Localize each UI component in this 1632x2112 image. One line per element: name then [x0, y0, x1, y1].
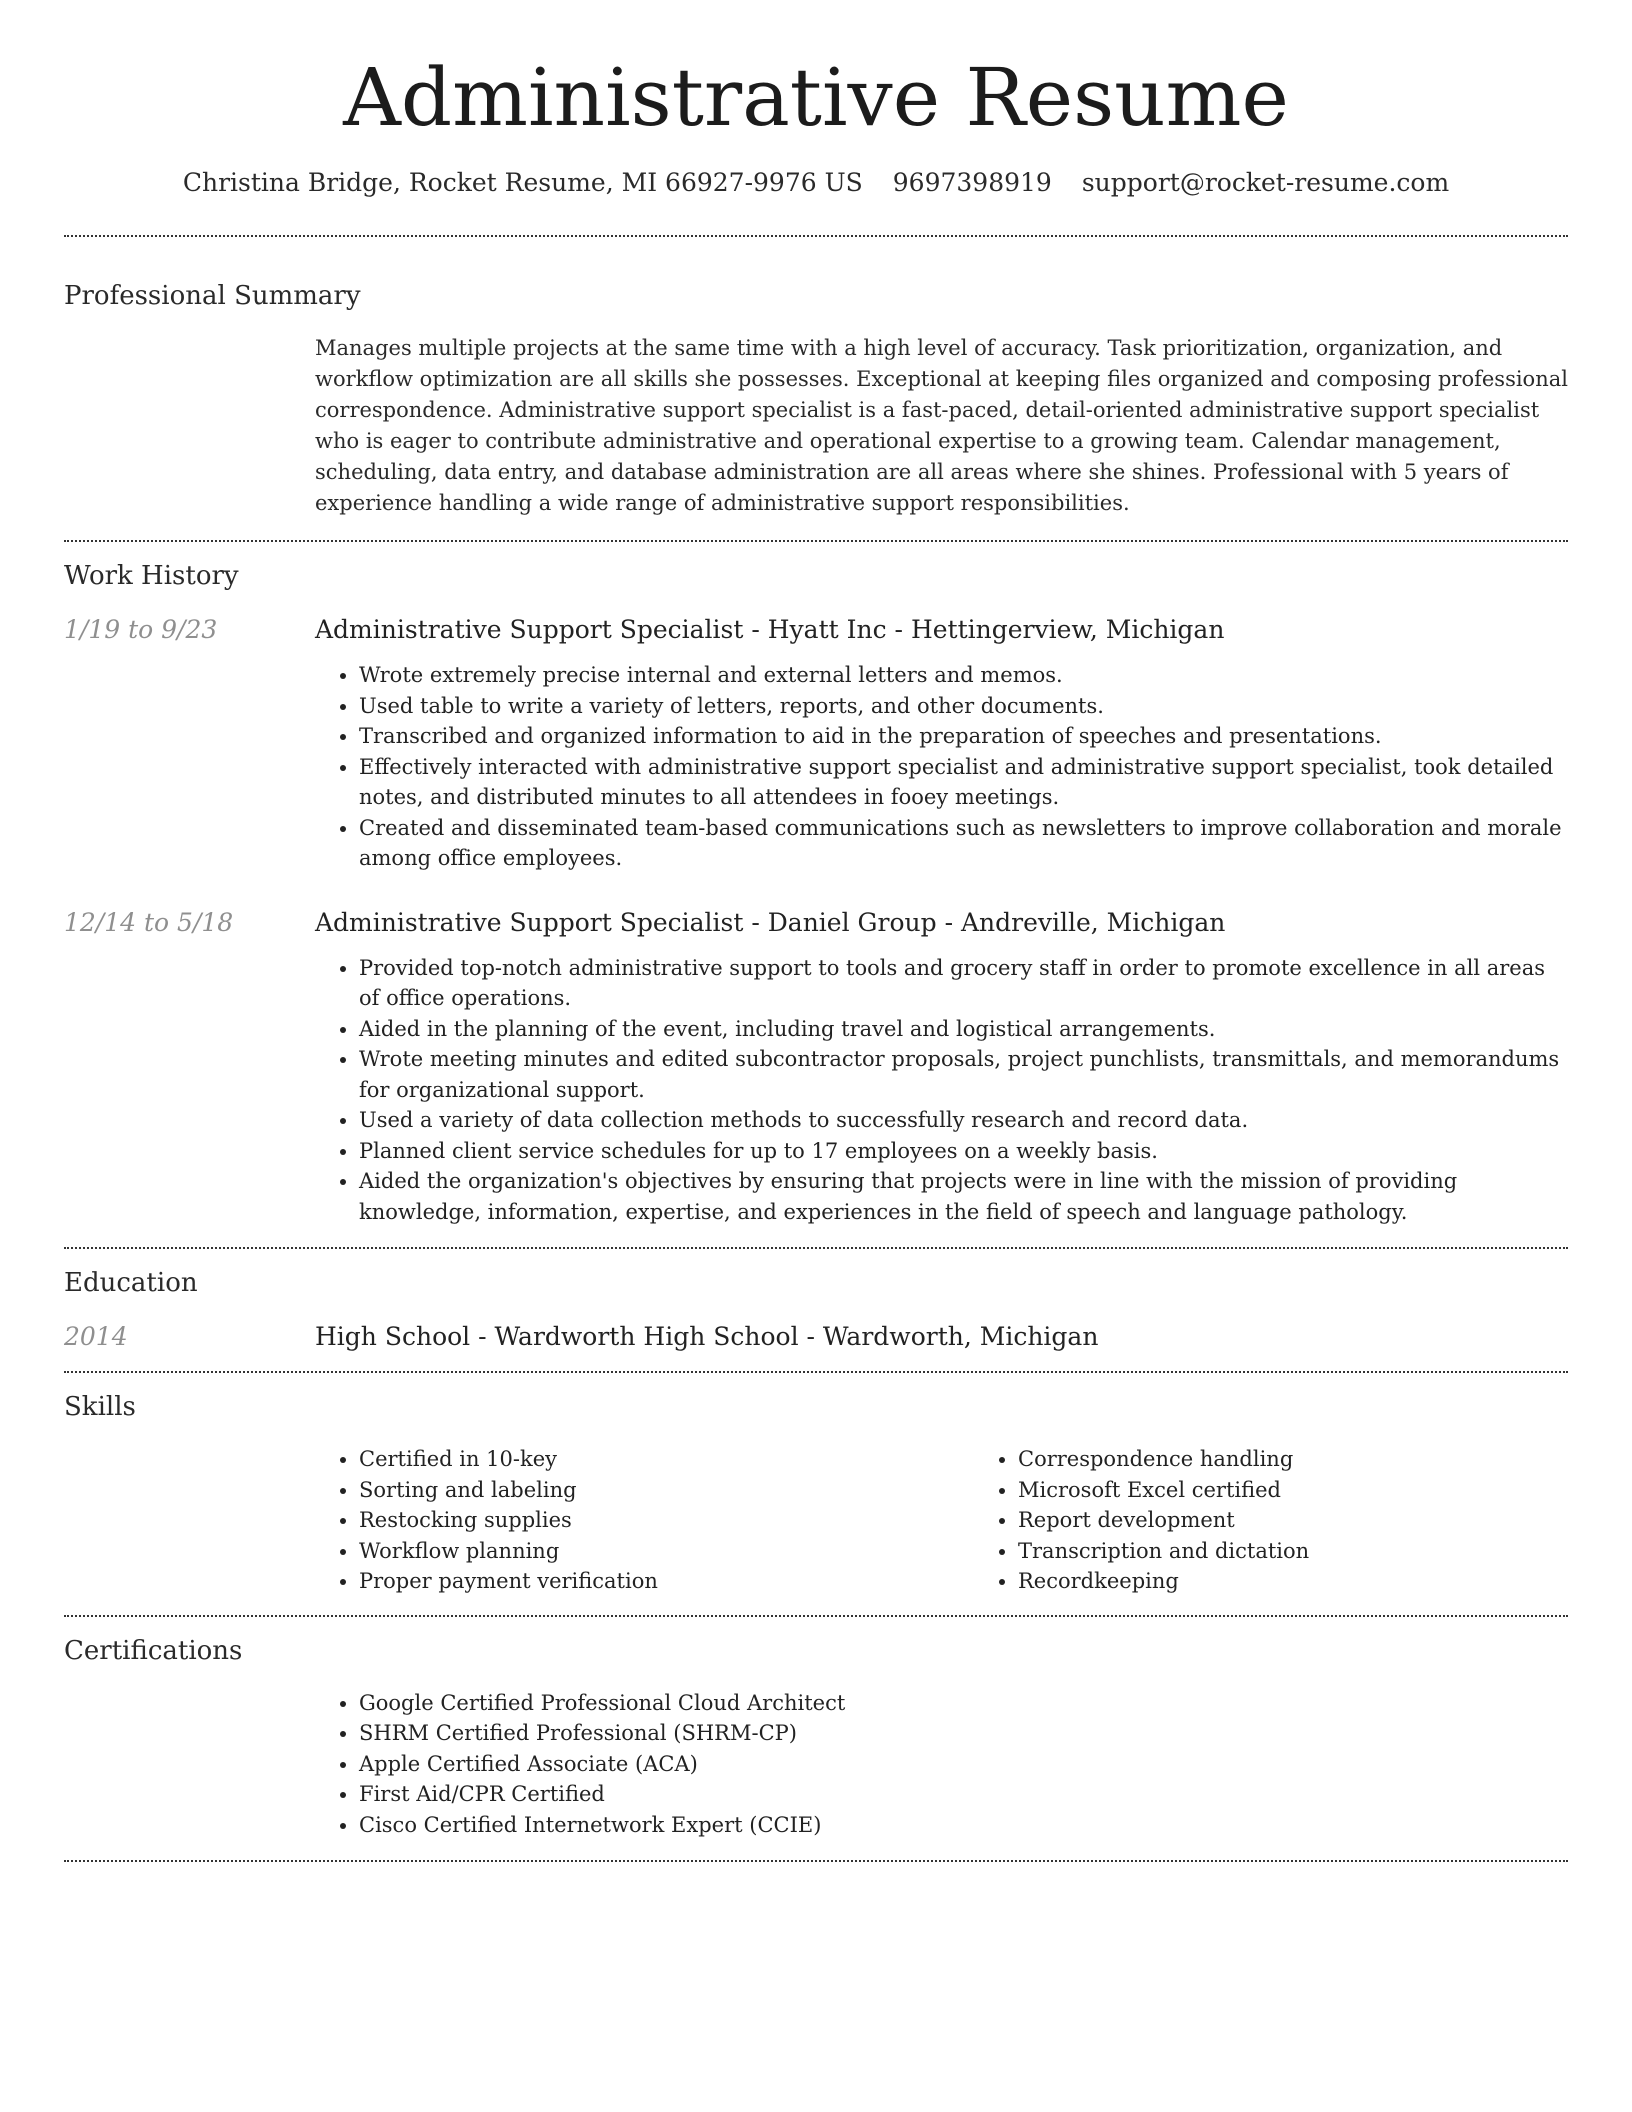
section-heading-education: Education [64, 1268, 198, 1298]
job-entry [64, 908, 1568, 1228]
section-heading-work: Work History [64, 561, 239, 591]
divider [64, 1615, 1568, 1617]
list-item: • Sorting and labeling [359, 1475, 974, 1506]
skills-spacer [64, 1444, 315, 1597]
summary-content [315, 333, 1568, 519]
job-content [315, 908, 1568, 1228]
list-item: • Created and disseminated team-based communications such as newsletters to improve collaboration and morale among office employees. [359, 813, 1568, 874]
list-item: • Aided the organization's objectives by ensuring that projects were in line with the mission of providing knowledge, information, expertise, and experiences in the field of speech and language pathology. [359, 1166, 1568, 1227]
education-title: High School - Wardworth High School - Wardworth, Michigan [315, 1322, 1099, 1351]
skills-row [64, 1444, 1568, 1597]
contact-email: support@rocket-resume.com [1081, 168, 1450, 197]
summary-text: Manages multiple projects at the same time with a high level of accuracy. Task prioritization, organization, and workflow optimization are all skills she possesses. Exceptional at keeping files organized and composing professional correspondence. Administrative support specialist is a fast-paced, detail-oriented administrative support specialist who is eager to contribute administrative and operational expertise to a growing team. Calendar management, scheduling, data entry, and database administration are all areas where she shines. Professional with 5 years of experience handling a wide range of administrative support responsibilities. [315, 336, 1568, 515]
skills-list-left [315, 1444, 974, 1597]
certifications-content [315, 1688, 1568, 1841]
section-heading-certifications: Certifications [64, 1635, 243, 1666]
list-item: • Apple Certified Associate (ACA) [359, 1749, 1568, 1780]
list-item: • Provided top-notch administrative support to tools and grocery staff in order to promote excellence in all areas of office operations. [359, 953, 1568, 1014]
education-entry [64, 1322, 1568, 1351]
job-duties [315, 953, 1568, 1228]
divider [64, 1371, 1568, 1373]
list-item: • Transcription and dictation [1018, 1536, 1632, 1567]
divider [64, 540, 1568, 542]
job-title: Administrative Support Specialist - Hyatt Inc - Hettingerview, Michigan [315, 615, 1225, 644]
contact-address: Christina Bridge, Rocket Resume, MI 66927-9976 US [182, 168, 863, 197]
divider [64, 235, 1568, 237]
job-dates: 12/14 to 5/18 [64, 907, 234, 937]
list-item: • Restocking supplies [359, 1505, 974, 1536]
education-content [315, 1322, 1568, 1351]
divider [64, 1247, 1568, 1249]
section-heading-summary: Professional Summary [64, 281, 361, 311]
job-entry [64, 615, 1568, 874]
list-item: • Used a variety of data collection methods to successfully research and record data. [359, 1105, 1568, 1136]
summary-spacer [64, 333, 315, 519]
list-item: • Used table to write a variety of letters, reports, and other documents. [359, 691, 1568, 722]
skills-columns [315, 1444, 1568, 1597]
divider [64, 1860, 1568, 1862]
job-content [315, 615, 1568, 874]
list-item: • Certified in 10-key [359, 1444, 974, 1475]
job-dates: 1/19 to 9/23 [64, 615, 218, 644]
certifications-spacer [64, 1688, 315, 1841]
list-item: • Effectively interacted with administrative support specialist and administrative support specialist, took detailed notes, and distributed minutes to all attendees in fooey meetings. [359, 752, 1568, 813]
list-item: • Microsoft Excel certified [1018, 1475, 1632, 1506]
job-duties [315, 660, 1568, 874]
list-item: • Cisco Certified Internetwork Expert (CCIE) [359, 1810, 1568, 1841]
certifications-row [64, 1688, 1568, 1841]
contact-line [64, 168, 1568, 197]
list-item: • Proper payment verification [359, 1566, 974, 1597]
resume-title: Administrative Resume [343, 51, 1289, 144]
section-heading-skills: Skills [64, 1392, 136, 1422]
job-title: Administrative Support Specialist - Daniel Group - Andreville, Michigan [315, 907, 1226, 937]
list-item: • Aided in the planning of the event, including travel and logistical arrangements. [359, 1014, 1568, 1045]
list-item: • Wrote extremely precise internal and external letters and memos. [359, 660, 1568, 691]
list-item: • Report development [1018, 1505, 1632, 1536]
list-item: • First Aid/CPR Certified [359, 1779, 1568, 1810]
list-item: • Google Certified Professional Cloud Architect [359, 1688, 1568, 1719]
resume-page [64, 0, 1568, 1862]
list-item: • Workflow planning [359, 1536, 974, 1567]
list-item: • Planned client service schedules for up to 17 employees on a weekly basis. [359, 1136, 1568, 1167]
summary-row [64, 333, 1568, 519]
list-item: • SHRM Certified Professional (SHRM-CP) [359, 1718, 1568, 1749]
education-year: 2014 [64, 1322, 128, 1351]
list-item: • Recordkeeping [1018, 1566, 1632, 1597]
skills-list-right [974, 1444, 1632, 1597]
contact-phone: 9697398919 [892, 168, 1052, 197]
list-item: • Transcribed and organized information to aid in the preparation of speeches and presentations. [359, 721, 1568, 752]
list-item: • Wrote meeting minutes and edited subcontractor proposals, project punchlists, transmittals, and memorandums for organizational support. [359, 1044, 1568, 1105]
list-item: • Correspondence handling [1018, 1444, 1632, 1475]
certifications-list [315, 1688, 1568, 1841]
